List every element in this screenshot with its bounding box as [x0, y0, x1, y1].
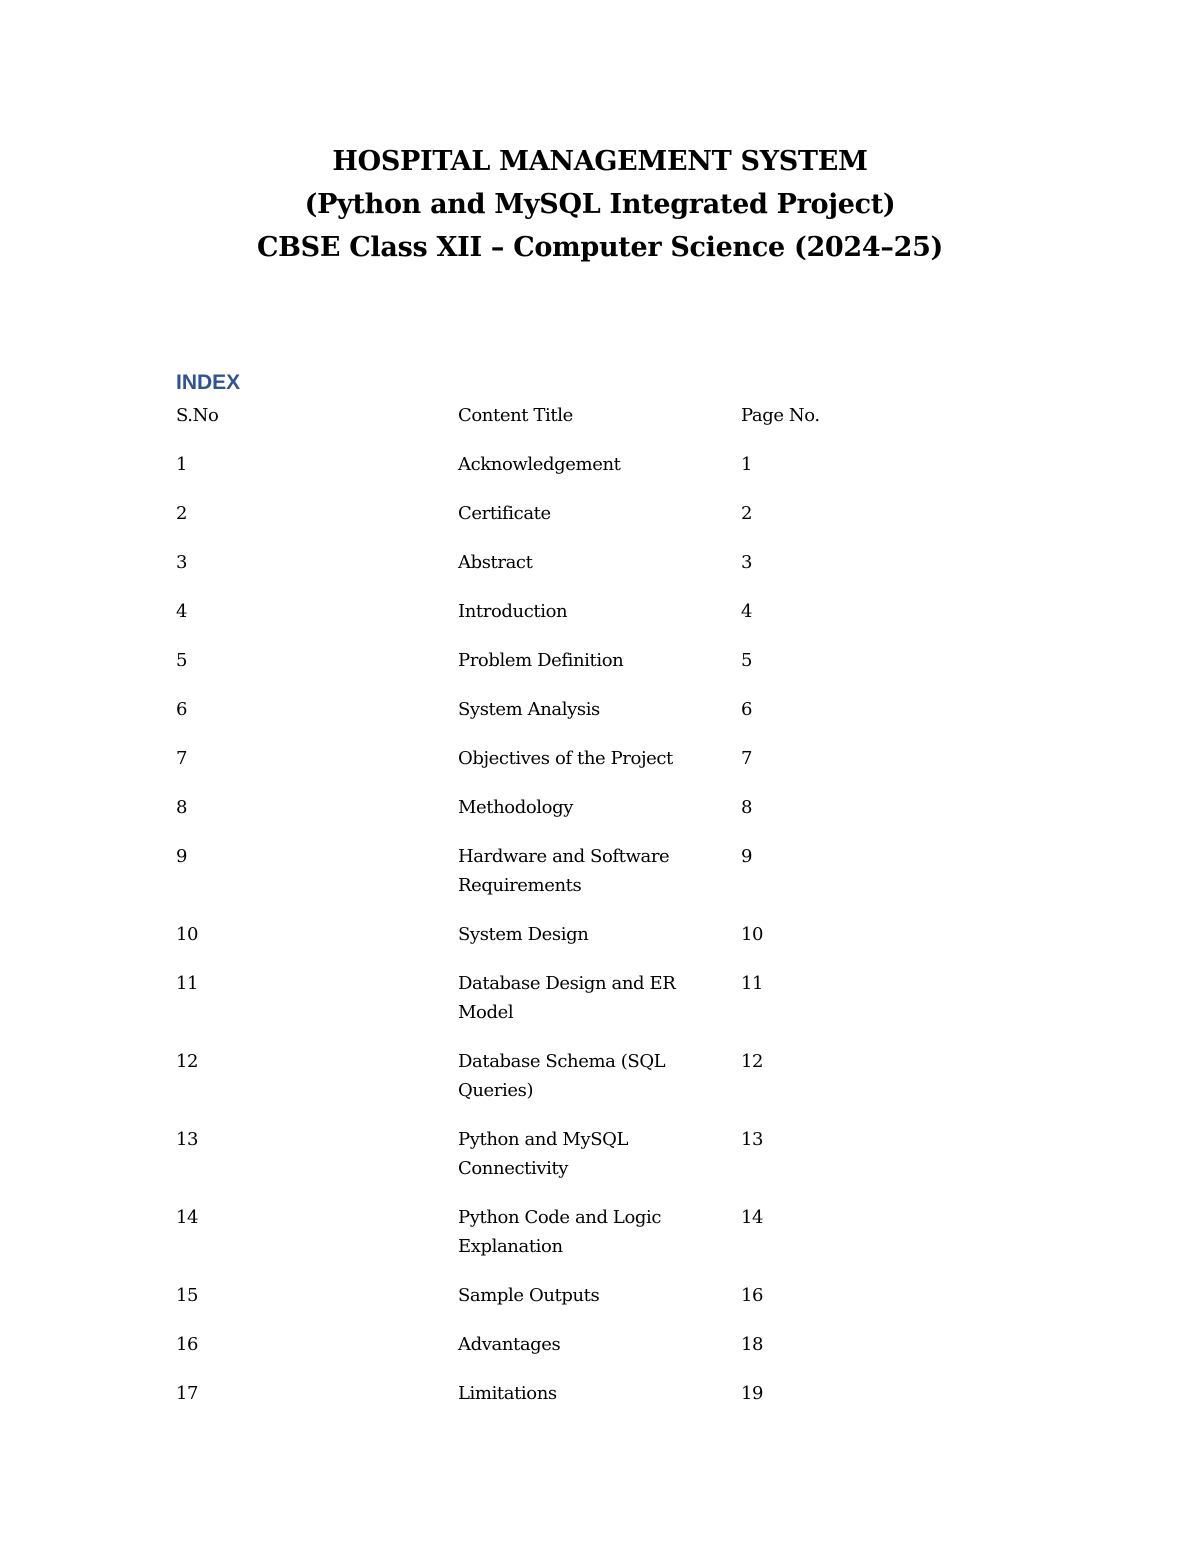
column-header-sno: S.No — [176, 405, 219, 426]
row-page: 18 — [741, 1334, 764, 1355]
index-row — [176, 1124, 936, 1202]
row-title: Limitations — [458, 1383, 557, 1404]
row-sno: 6 — [176, 699, 188, 720]
row-title: Python Code and Logic Explanation — [458, 1207, 662, 1257]
row-title: Introduction — [458, 601, 568, 622]
row-page: 19 — [741, 1383, 764, 1404]
column-header-page: Page No. — [741, 405, 820, 426]
row-title: Problem Definition — [458, 650, 624, 671]
row-page: 8 — [741, 797, 753, 818]
row-sno: 4 — [176, 601, 188, 622]
row-title: Sample Outputs — [458, 1285, 600, 1306]
row-page: 2 — [741, 503, 753, 524]
row-title: Objectives of the Project — [458, 748, 673, 769]
row-sno: 7 — [176, 748, 188, 769]
row-sno: 3 — [176, 552, 188, 573]
title-line-3: CBSE Class XII – Computer Science (2024–25) — [256, 232, 944, 263]
index-heading: INDEX — [176, 371, 241, 394]
row-sno: 16 — [176, 1334, 199, 1355]
row-sno: 17 — [176, 1383, 199, 1404]
row-page: 5 — [741, 650, 753, 671]
row-sno: 11 — [176, 973, 199, 994]
row-page: 13 — [741, 1129, 764, 1150]
index-row — [176, 1329, 936, 1378]
row-sno: 15 — [176, 1285, 199, 1306]
row-page: 7 — [741, 748, 753, 769]
row-page: 3 — [741, 552, 753, 573]
index-row — [176, 645, 936, 694]
row-page: 9 — [741, 846, 753, 867]
row-page: 6 — [741, 699, 753, 720]
row-title: System Design — [458, 924, 589, 945]
index-row — [176, 1378, 936, 1427]
row-page: 14 — [741, 1207, 764, 1228]
row-sno: 13 — [176, 1129, 199, 1150]
index-row — [176, 841, 936, 919]
row-sno: 1 — [176, 454, 188, 475]
row-page: 4 — [741, 601, 753, 622]
row-title: Abstract — [458, 552, 533, 573]
index-row — [176, 694, 936, 743]
row-title: Advantages — [458, 1334, 561, 1355]
row-sno: 12 — [176, 1051, 199, 1072]
row-page: 12 — [741, 1051, 764, 1072]
index-row — [176, 596, 936, 645]
index-row — [176, 968, 936, 1046]
index-row — [176, 1202, 936, 1280]
row-page: 1 — [741, 454, 753, 475]
row-sno: 14 — [176, 1207, 199, 1228]
row-page: 10 — [741, 924, 764, 945]
title-line-1: HOSPITAL MANAGEMENT SYSTEM — [332, 146, 868, 177]
index-row — [176, 743, 936, 792]
row-sno: 2 — [176, 503, 188, 524]
row-page: 11 — [741, 973, 764, 994]
index-row — [176, 792, 936, 841]
index-table — [176, 400, 936, 1427]
row-title: Hardware and Software Requirements — [458, 846, 670, 896]
row-title: System Analysis — [458, 699, 600, 720]
column-header-title: Content Title — [458, 405, 573, 426]
row-sno: 10 — [176, 924, 199, 945]
row-page: 16 — [741, 1285, 764, 1306]
row-title: Database Schema (SQL Queries) — [458, 1051, 666, 1101]
index-row — [176, 449, 936, 498]
row-title: Acknowledgement — [458, 454, 621, 475]
index-row — [176, 498, 936, 547]
index-header-row — [176, 400, 936, 449]
row-title: Certificate — [458, 503, 551, 524]
row-title: Python and MySQL Connectivity — [458, 1129, 629, 1179]
document-title — [0, 140, 1200, 269]
index-row — [176, 1280, 936, 1329]
row-title: Methodology — [458, 797, 573, 818]
row-sno: 9 — [176, 846, 188, 867]
row-sno: 8 — [176, 797, 188, 818]
index-row — [176, 547, 936, 596]
index-row — [176, 1046, 936, 1124]
row-title: Database Design and ER Model — [458, 973, 676, 1023]
row-sno: 5 — [176, 650, 188, 671]
title-line-2: (Python and MySQL Integrated Project) — [304, 189, 896, 220]
index-row — [176, 919, 936, 968]
